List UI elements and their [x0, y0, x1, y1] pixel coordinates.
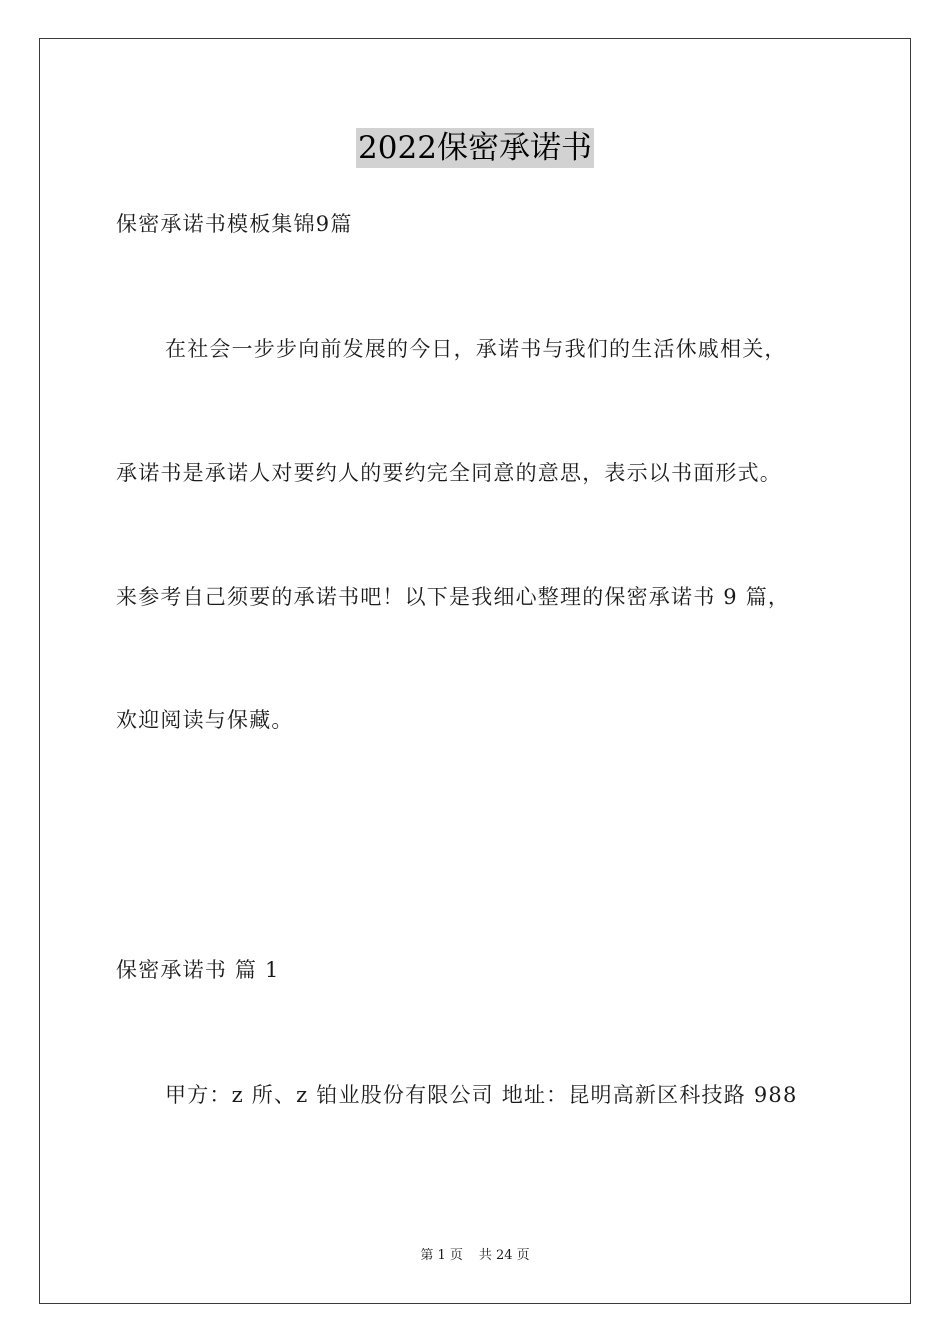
paragraph-line-4: 欢迎阅读与保藏。 [116, 708, 294, 732]
paragraph-line-3: 来参考自己须要的承诺书吧！以下是我细心整理的保密承诺书 9 篇， [116, 585, 791, 609]
document-title: 2022保密承诺书 [358, 130, 592, 166]
party-line: 甲方：z 所、z 铂业股份有限公司 地址：昆明高新区科技路 988 [165, 1083, 798, 1107]
paragraph-line-1: 在社会一步步向前发展的今日，承诺书与我们的生活休戚相关， [165, 337, 787, 361]
section-heading: 保密承诺书 篇 1 [116, 958, 280, 982]
page-total: 共 24 页 [478, 1248, 530, 1263]
subtitle-line: 保密承诺书模板集锦9篇 [116, 212, 353, 236]
page-number: 第 1 页 [420, 1248, 463, 1263]
page-footer [0, 1247, 950, 1265]
paragraph-line-2: 承诺书是承诺人对要约人的要约完全同意的意思，表示以书面形式。 [116, 461, 782, 485]
title-wrapper [0, 128, 950, 168]
